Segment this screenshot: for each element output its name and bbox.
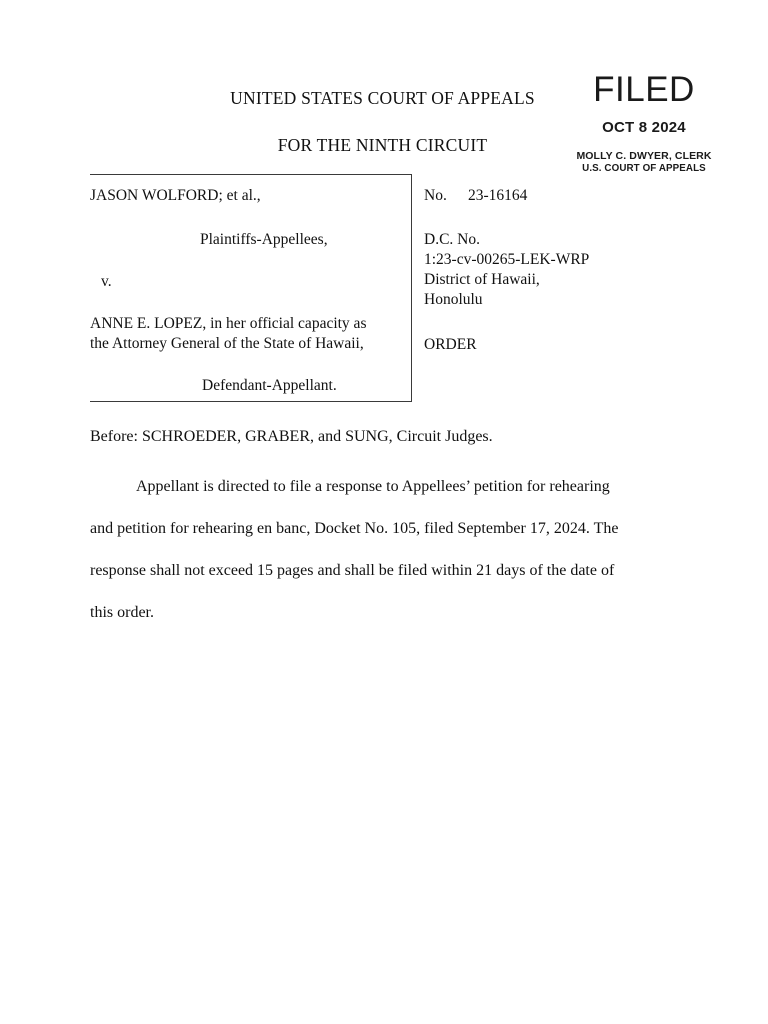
court-heading-line-2: FOR THE NINTH CIRCUIT (277, 135, 488, 155)
district-name: District of Hawaii, (424, 271, 540, 288)
defendant-party-name (90, 314, 408, 354)
order-body (90, 466, 672, 634)
case-number-row (424, 186, 724, 206)
case-number-label: No. (424, 187, 447, 204)
defendant-party-line-2: the Attorney General of the State of Hawaii, (90, 335, 364, 352)
district-city: Honolulu (424, 291, 483, 308)
defendant-role-label: Defendant-Appellant. (202, 377, 337, 394)
plaintiff-party-name: JASON WOLFORD; et al., (90, 187, 261, 204)
body-line-4: this order. (90, 604, 154, 621)
district-court-block (424, 230, 724, 310)
caption-box (90, 174, 412, 402)
filed-label: FILED (593, 70, 695, 109)
case-number-value: 23-16164 (468, 187, 528, 204)
body-line-3: response shall not exceed 15 pages and shall be filed within 21 days of the date of (90, 562, 615, 579)
clerk-block (556, 150, 732, 175)
court-heading-line-1: UNITED STATES COURT OF APPEALS (230, 88, 535, 108)
caption-inner (90, 175, 411, 401)
case-info-block (424, 186, 724, 355)
dc-number-label: D.C. No. (424, 231, 480, 248)
panel-judges-line: Before: SCHROEDER, GRABER, and SUNG, Circuit Judges. (90, 428, 493, 445)
versus-label: v. (101, 273, 112, 290)
document-type-label: ORDER (424, 336, 477, 353)
clerk-name: MOLLY C. DWYER, CLERK (576, 150, 712, 162)
filed-date: OCT 8 2024 (602, 119, 686, 136)
clerk-court: U.S. COURT OF APPEALS (582, 162, 706, 174)
body-line-2: and petition for rehearing en banc, Docket No. 105, filed September 17, 2024. The (90, 520, 619, 537)
plaintiff-role-label: Plaintiffs-Appellees, (200, 231, 328, 248)
defendant-party-line-1: ANNE E. LOPEZ, in her official capacity as (90, 315, 367, 332)
dc-number-value: 1:23-cv-00265-LEK-WRP (424, 251, 590, 268)
filed-stamp (556, 70, 732, 175)
body-line-1: Appellant is directed to file a response to Appellees’ petition for rehearing (136, 478, 610, 495)
